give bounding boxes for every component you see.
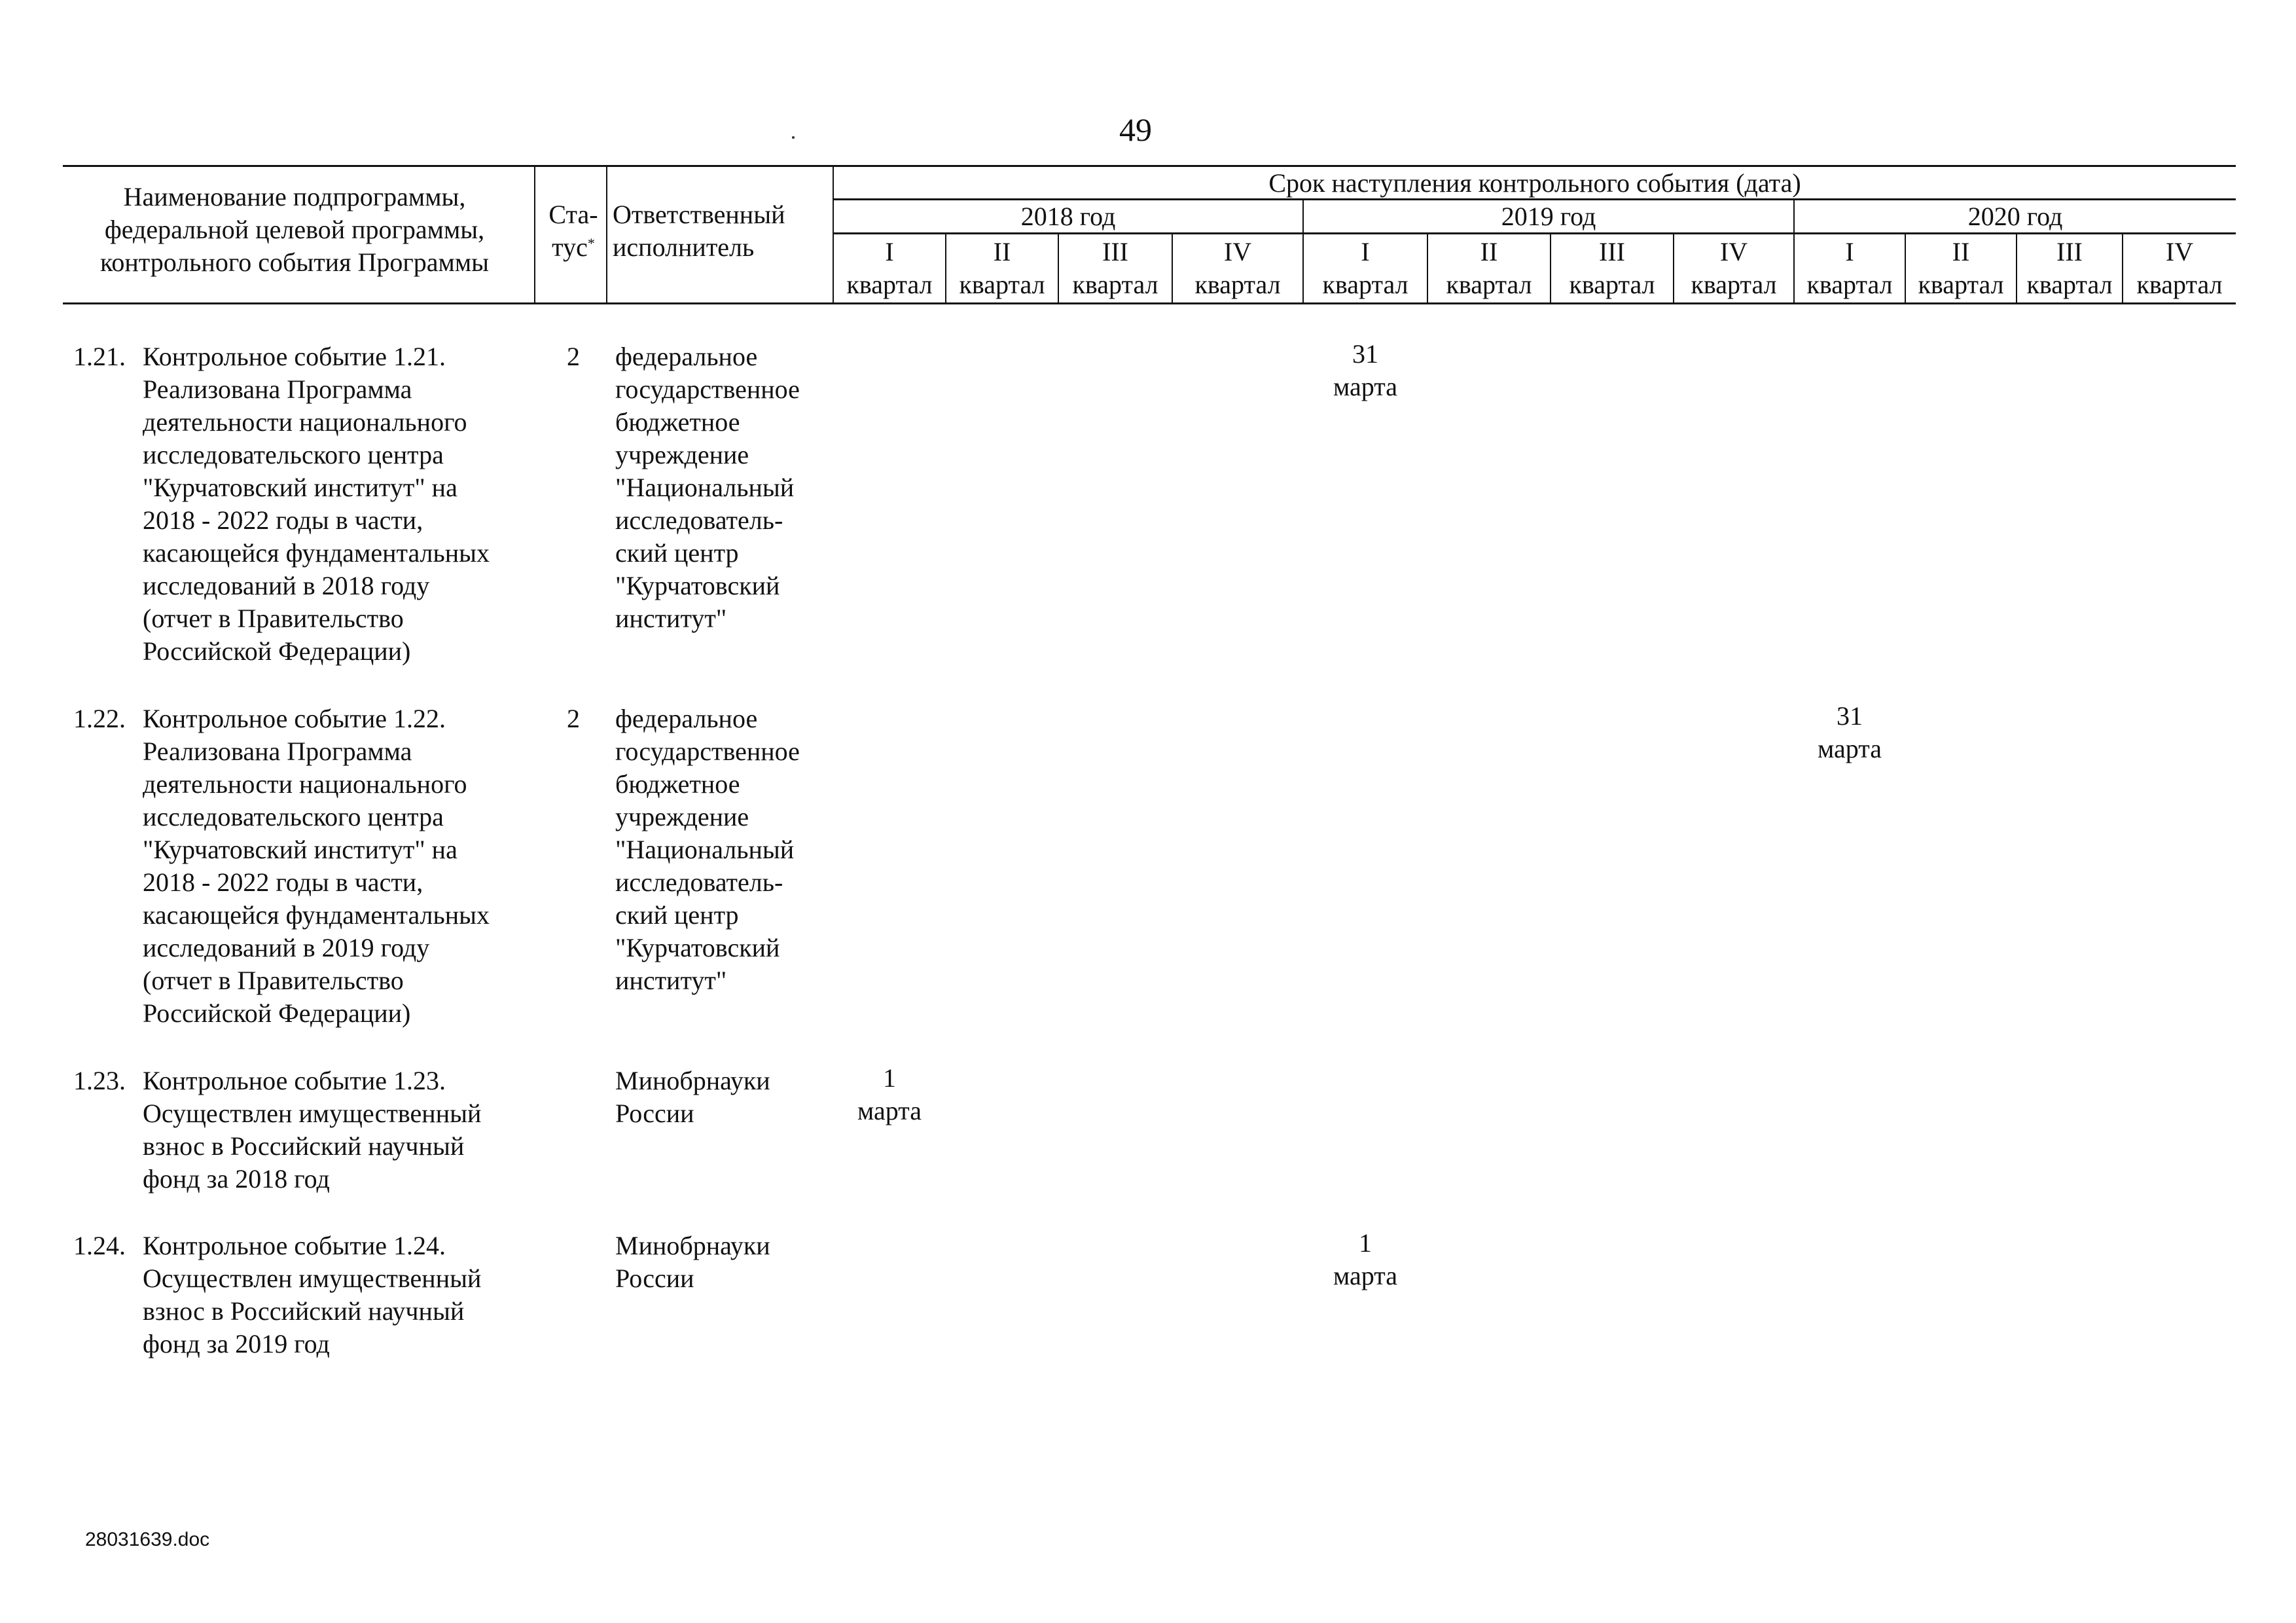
row-date-day: 1: [883, 1063, 896, 1093]
header-quarter: II квартал: [959, 237, 1045, 299]
row-number: 1.21.: [73, 342, 126, 371]
header-year-2018: 2018 год: [1020, 202, 1116, 231]
header-quarter: IV квартал: [1691, 237, 1777, 299]
row-date-day: 1: [1359, 1228, 1372, 1258]
header-status-col: Ста- тус*: [548, 200, 598, 262]
header-quarter: I квартал: [846, 237, 933, 299]
header-deadline-title: Срок наступления контрольного события (дата): [1268, 168, 1801, 198]
row-event-text: Контрольное событие 1.24. Осуществлен имущественный взнос в Российский научный фонд за 2019 год: [143, 1231, 482, 1359]
page-number: 49: [1119, 111, 1152, 148]
header-divider: [534, 165, 535, 304]
row-status: 2: [567, 342, 580, 371]
row-date-day: 31: [1352, 339, 1378, 369]
row-event-text: Контрольное событие 1.22. Реализована Программа деятельности национального исследовательского центра "Курчатовский институт" на 2018 - 2022 годы в части, касающейся фундаментальных исследований в 2019 году (отчет в Правительство Российской Федерации): [143, 704, 490, 1028]
header-quarter: III квартал: [1569, 237, 1655, 299]
row-number: 1.22.: [73, 704, 126, 733]
row-executor: федеральное государственное бюджетное учреждение "Национальный исследователь- ский центр "Курчатовский институт": [615, 704, 800, 995]
row-date-month: марта: [857, 1096, 922, 1125]
row-number: 1.23.: [73, 1066, 126, 1095]
row-status: 2: [567, 704, 580, 733]
header-quarter: III квартал: [1072, 237, 1158, 299]
header-divider: [606, 165, 607, 304]
header-year-2020: 2020 год: [1967, 202, 2063, 231]
header-quarter: IV квартал: [1194, 237, 1281, 299]
header-year-2019: 2019 год: [1501, 202, 1596, 231]
header-quarter: III квартал: [2026, 237, 2113, 299]
header-bottom-rule: [63, 302, 2236, 304]
row-executor: Минобрнауки России: [615, 1231, 770, 1293]
row-date-month: марта: [1333, 372, 1397, 401]
header-name-col: Наименование подпрограммы, федеральной целевой программы, контрольного события Программы: [99, 182, 490, 277]
footer-doc-id: 28031639.doc: [85, 1529, 210, 1550]
header-quarter: IV квартал: [2136, 237, 2223, 299]
header-quarter: I квартал: [1322, 237, 1408, 299]
row-executor: Минобрнауки России: [615, 1066, 770, 1128]
row-date-day: 31: [1837, 701, 1863, 731]
scan-speck: [792, 136, 795, 139]
row-executor: федеральное государственное бюджетное учреждение "Национальный исследователь- ский центр "Курчатовский институт": [615, 342, 800, 633]
header-executor-col: Ответственный исполнитель: [613, 200, 785, 262]
row-number: 1.24.: [73, 1231, 126, 1260]
row-date-month: марта: [1818, 734, 1882, 763]
header-quarter: I квартал: [1806, 237, 1893, 299]
row-event-text: Контрольное событие 1.21. Реализована Программа деятельности национального исследовательского центра "Курчатовский институт" на 2018 - 2022 годы в части, касающейся фундаментальных исследований в 2018 году (отчет в Правительство Российской Федерации): [143, 342, 490, 666]
row-date-month: марта: [1333, 1261, 1397, 1290]
header-quarter: II квартал: [1918, 237, 2004, 299]
header-quarter: II квартал: [1446, 237, 1532, 299]
row-event-text: Контрольное событие 1.23. Осуществлен имущественный взнос в Российский научный фонд за 2018 год: [143, 1066, 482, 1194]
